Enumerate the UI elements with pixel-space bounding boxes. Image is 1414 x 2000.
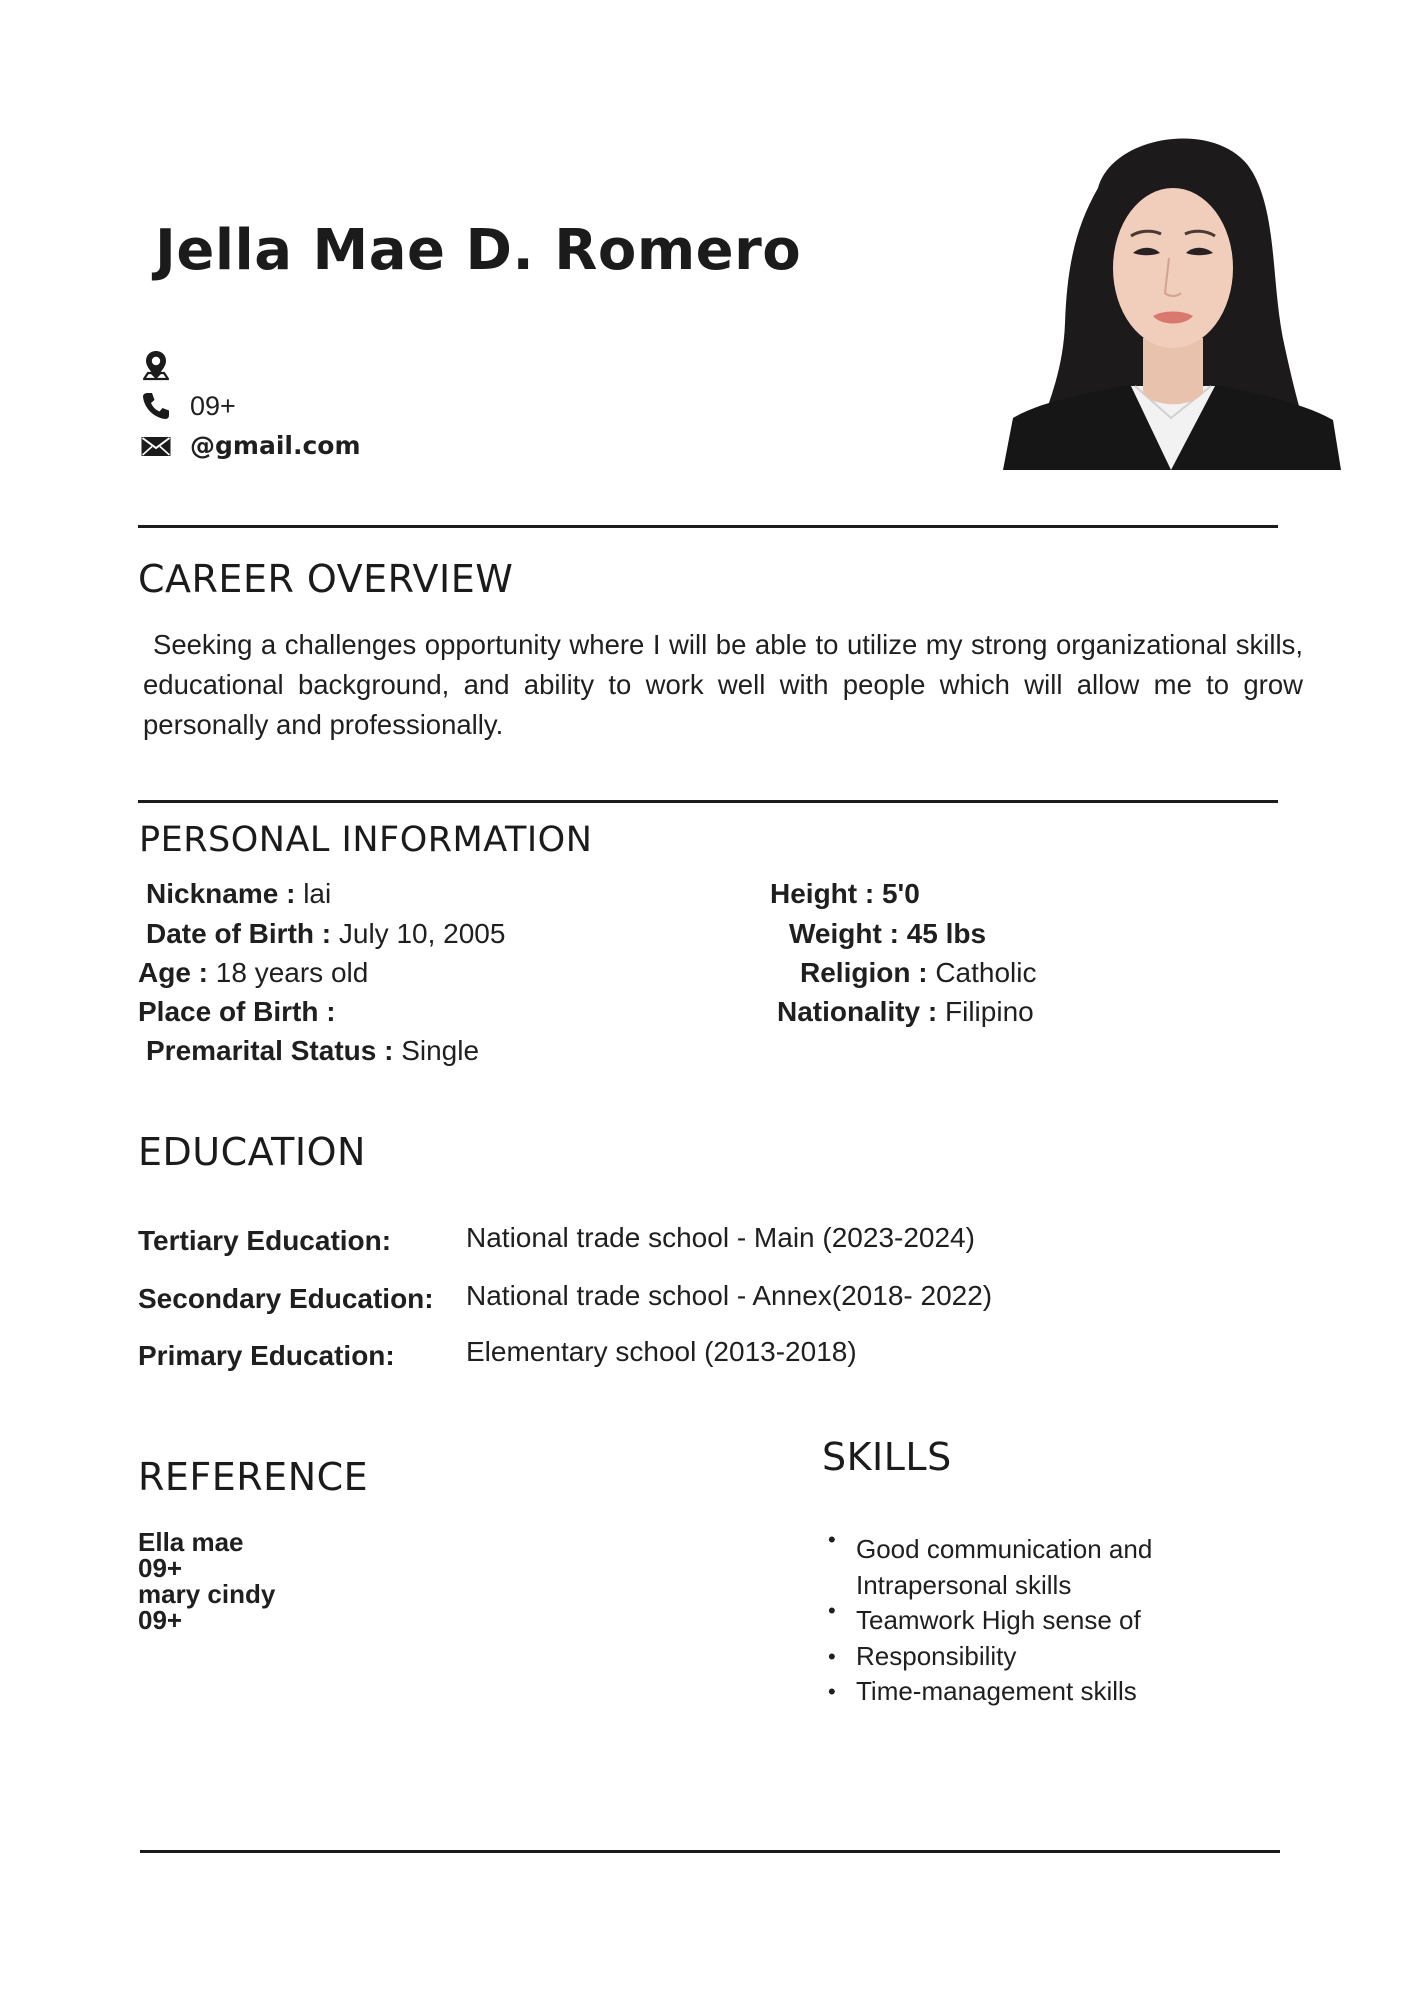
pi-value: Filipino <box>945 996 1034 1027</box>
pi-place-of-birth <box>138 994 336 1030</box>
divider-bottom <box>140 1850 1280 1853</box>
pi-label: Nickname : <box>146 878 296 909</box>
pi-value: lai <box>303 878 332 909</box>
contact-email <box>140 428 361 462</box>
pi-value: 18 years old <box>215 957 369 988</box>
career-overview-title: CAREER OVERVIEW <box>138 557 514 601</box>
pi-value: July 10, 2005 <box>338 918 506 949</box>
map-pin-icon <box>140 349 172 381</box>
contact-phone <box>140 389 236 423</box>
edu-secondary-label: Secondary Education: <box>138 1283 434 1314</box>
envelope-icon <box>140 429 172 461</box>
pi-label: Religion : <box>800 957 928 988</box>
bullet-icon: • <box>828 1643 836 1669</box>
edu-secondary-value: National trade school - Annex(2018- 2022) <box>466 1280 993 1311</box>
personal-information-title: PERSONAL INFORMATION <box>139 820 593 860</box>
divider-middle <box>138 800 1278 803</box>
portrait-photo <box>1003 118 1341 470</box>
pi-religion <box>800 955 1037 991</box>
pi-nickname <box>146 876 331 912</box>
bullet-icon: • <box>828 1679 836 1704</box>
pi-weight <box>789 916 986 952</box>
divider-top <box>138 525 1278 528</box>
email-text: @gmail.com <box>190 430 361 460</box>
phone-icon <box>140 390 172 422</box>
pi-value: Catholic <box>935 957 1037 988</box>
pi-label: Premarital Status : <box>146 1035 394 1066</box>
pi-label: Height : 5'0 <box>770 878 920 909</box>
contact-location <box>140 348 190 382</box>
skill-item: • Good communication and <box>818 1532 1152 1568</box>
pi-label: Date of Birth : <box>146 918 332 949</box>
pi-label: Weight : 45 lbs <box>789 918 987 949</box>
pi-label: Age : <box>138 957 208 988</box>
reference-name-1: Ella mae <box>138 1527 244 1557</box>
skill-item: Intrapersonal skills <box>856 1569 1072 1600</box>
skill-item: • Time-management skills <box>818 1674 1152 1710</box>
pi-date-of-birth <box>146 916 505 952</box>
bullet-icon: • <box>828 1527 836 1552</box>
reference-name-2: mary cindy <box>138 1579 276 1609</box>
education-title: EDUCATION <box>138 1130 366 1174</box>
pi-label: Nationality : <box>777 996 938 1027</box>
pi-height <box>770 876 920 912</box>
pi-label: Place of Birth : <box>138 996 336 1027</box>
reference-title: REFERENCE <box>138 1455 369 1499</box>
candidate-name: Jella Mae D. Romero <box>155 218 802 283</box>
edu-tertiary-label: Tertiary Education: <box>138 1225 392 1256</box>
phone-text: 09+ <box>190 390 236 421</box>
skills-list <box>818 1527 1153 1710</box>
bullet-icon: • <box>828 1598 836 1623</box>
edu-primary-label: Primary Education: <box>138 1340 395 1371</box>
pi-nationality <box>777 994 1034 1030</box>
pi-value: Single <box>401 1035 480 1066</box>
reference-phone-1: 09+ <box>138 1553 183 1583</box>
reference-phone-2: 09+ <box>138 1605 183 1635</box>
skills-title: SKILLS <box>822 1435 952 1479</box>
skill-item: • Teamwork High sense of <box>818 1603 1152 1639</box>
edu-tertiary-value: National trade school - Main (2023-2024) <box>466 1222 975 1253</box>
edu-primary-value: Elementary school (2013-2018) <box>466 1336 857 1367</box>
career-overview-text: Seeking a challenges opportunity where I will be able to utilize my strong organizational skills, educational background, and ability to work well with people which will allow me to grow personally and professionally. <box>143 629 1303 740</box>
skill-item: • Responsibility <box>818 1639 1152 1675</box>
pi-age <box>138 955 368 991</box>
pi-premarital-status <box>146 1033 479 1069</box>
